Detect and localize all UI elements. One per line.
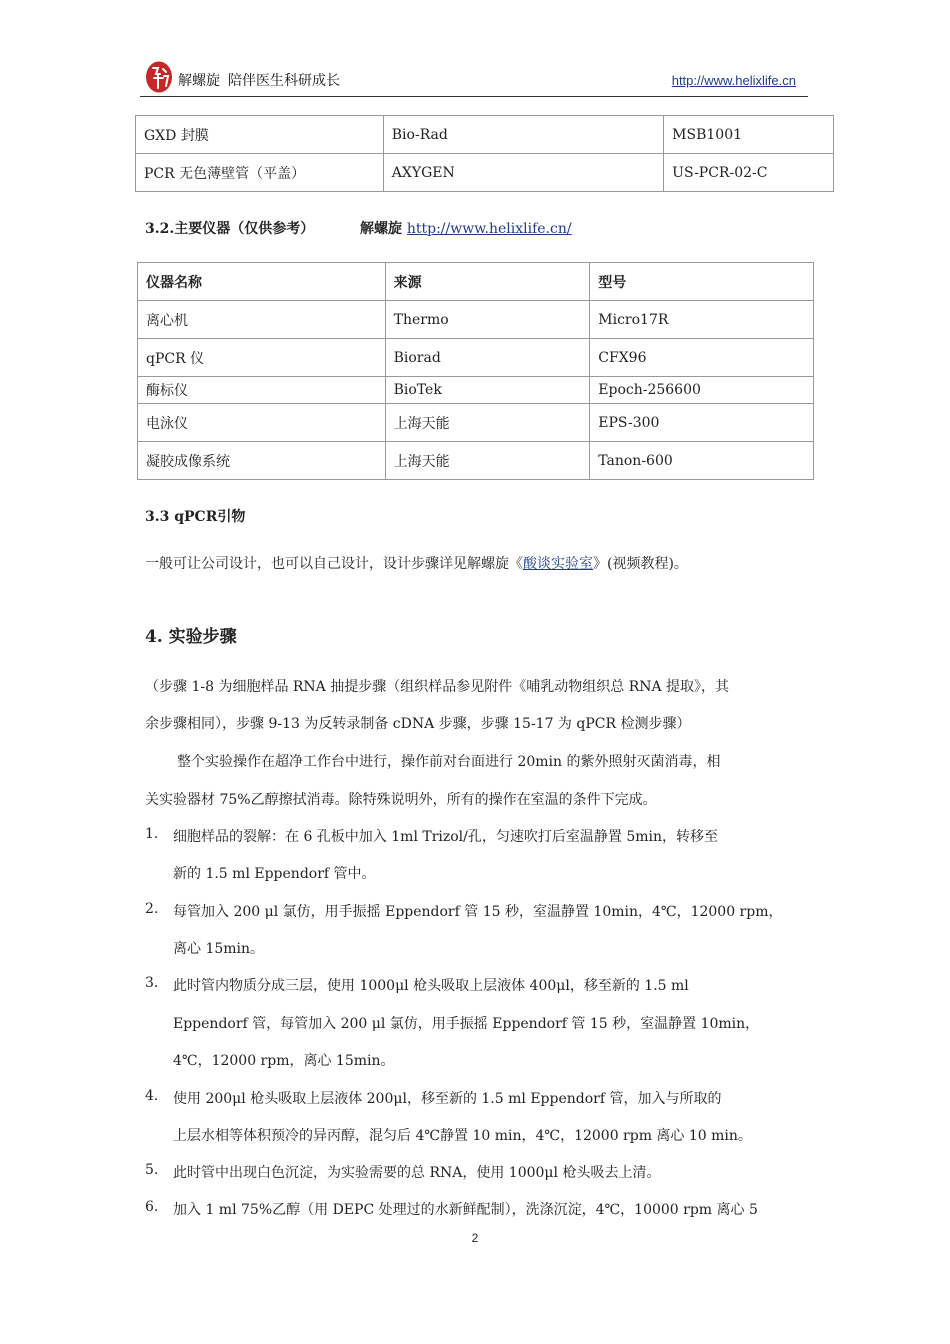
step-line: 离心 15min。	[173, 941, 265, 957]
table-cell: BioTek	[385, 377, 590, 404]
section-3-3-title: 3.3 qPCR引物	[145, 509, 246, 525]
table-cell: qPCR 仪	[138, 339, 386, 377]
section-3-3-text-after: 》(视频教程)。	[593, 556, 688, 572]
page-header	[140, 58, 808, 97]
step-line: 每管加入 200 μl 氯仿，用手振摇 Eppendorf 管 15 秒，室温静置 10min，4℃，12000 rpm，	[173, 904, 783, 920]
brand-name: 解螺旋	[178, 73, 220, 89]
table-header-cell: 仪器名称	[138, 263, 386, 301]
step-line: 使用 200μl 枪头吸取上层液体 200μl，移至新的 1.5 ml Eppendorf 管，加入与所取的	[173, 1091, 722, 1107]
table-row	[138, 377, 814, 404]
step-line: 此时管中出现白色沉淀，为实验需要的总 RNA，使用 1000μl 枪头吸去上清。	[173, 1165, 661, 1181]
table-cell: PCR 无色薄壁管（平盖）	[136, 154, 384, 192]
step-line: 加入 1 ml 75%乙醇（用 DEPC 处理过的水新鲜配制），洗涤沉淀，4℃，10000 rpm 离心 5	[173, 1202, 758, 1218]
intro-line: 关实验器材 75%乙醇擦拭消毒。除特殊说明外，所有的操作在室温的条件下完成。	[145, 792, 657, 808]
table-header-cell: 型号	[590, 263, 814, 301]
section-3-2-link[interactable]: http://www.helixlife.cn/	[406, 221, 572, 237]
step-number: 2.	[145, 901, 159, 917]
step-line: 上层水相等体积预冷的异丙醇，混匀后 4℃静置 10 min，4℃，12000 rpm 离心 10 min。	[173, 1128, 752, 1144]
table-cell: Thermo	[385, 301, 590, 339]
table-cell: 上海天能	[385, 442, 590, 480]
table-row	[138, 404, 814, 442]
table-cell: Epoch-256600	[590, 377, 814, 404]
section-3-2-title: 3.2.主要仪器（仅供参考）	[145, 221, 315, 237]
table-header-cell: 来源	[385, 263, 590, 301]
step-line: 细胞样品的裂解：在 6 孔板中加入 1ml Trizol/孔，匀速吹打后室温静置 5min，转移至	[173, 829, 719, 845]
step-line: 新的 1.5 ml Eppendorf 管中。	[173, 866, 376, 882]
brand-text	[178, 70, 340, 90]
table-row	[138, 339, 814, 377]
table-cell: Tanon-600	[590, 442, 814, 480]
table-row	[136, 154, 834, 192]
table-cell: GXD 封膜	[136, 116, 384, 154]
step-number: 4.	[145, 1088, 159, 1104]
page-number: 2	[471, 1231, 479, 1245]
table-row	[138, 301, 814, 339]
table-cell: CFX96	[590, 339, 814, 377]
table-row	[136, 116, 834, 154]
table-header-row	[138, 263, 814, 301]
table-cell: 上海天能	[385, 404, 590, 442]
intro-line: 整个实验操作在超净工作台中进行，操作前对台面进行 20min 的紫外照射灭菌消毒，相	[177, 754, 721, 770]
table-row	[138, 442, 814, 480]
step-number: 6.	[145, 1199, 159, 1215]
intro-line: （步骤 1-8 为细胞样品 RNA 抽提步骤（组织样品参见附件《哺乳动物组织总 RNA 提取》，其	[145, 679, 730, 695]
step-line: Eppendorf 管，每管加入 200 μl 氯仿，用手振摇 Eppendorf 管 15 秒，室温静置 10min，	[173, 1016, 760, 1032]
section-4-title: 4. 实验步骤	[145, 627, 237, 647]
section-3-3-text-before: 一般可让公司设计，也可以自己设计，设计步骤详见解螺旋《	[145, 556, 523, 572]
section-3-3-text	[145, 553, 688, 573]
reagents-table	[135, 115, 834, 192]
step-number: 3.	[145, 975, 159, 991]
section-3-2-brand: 解螺旋	[359, 221, 402, 237]
table-cell: Biorad	[385, 339, 590, 377]
table-cell: US-PCR-02-C	[664, 154, 834, 192]
table-cell: MSB1001	[664, 116, 834, 154]
step-line: 4℃，12000 rpm，离心 15min。	[173, 1053, 395, 1069]
instruments-table	[137, 262, 814, 480]
step-number: 5.	[145, 1162, 159, 1178]
table-cell: 酶标仪	[138, 377, 386, 404]
intro-line: 余步骤相同），步骤 9-13 为反转录制备 cDNA 步骤，步骤 15-17 为 qPCR 检测步骤）	[145, 716, 691, 732]
step-line: 此时管内物质分成三层，使用 1000μl 枪头吸取上层液体 400μl，移至新的 1.5 ml	[173, 978, 689, 994]
table-cell: Bio-Rad	[383, 116, 663, 154]
table-cell: Micro17R	[590, 301, 814, 339]
table-cell: 离心机	[138, 301, 386, 339]
section-3-2-heading	[145, 218, 572, 238]
helixlife-logo-icon	[144, 60, 174, 94]
header-url-link[interactable]: http://www.helixlife.cn	[671, 73, 796, 88]
table-cell: 凝胶成像系统	[138, 442, 386, 480]
brand-slogan: 陪伴医生科研成长	[228, 73, 340, 89]
section-3-3-link[interactable]: 酸谈实验室	[523, 556, 593, 572]
step-number: 1.	[145, 826, 159, 842]
table-cell: EPS-300	[590, 404, 814, 442]
table-cell: 电泳仪	[138, 404, 386, 442]
table-cell: AXYGEN	[383, 154, 663, 192]
